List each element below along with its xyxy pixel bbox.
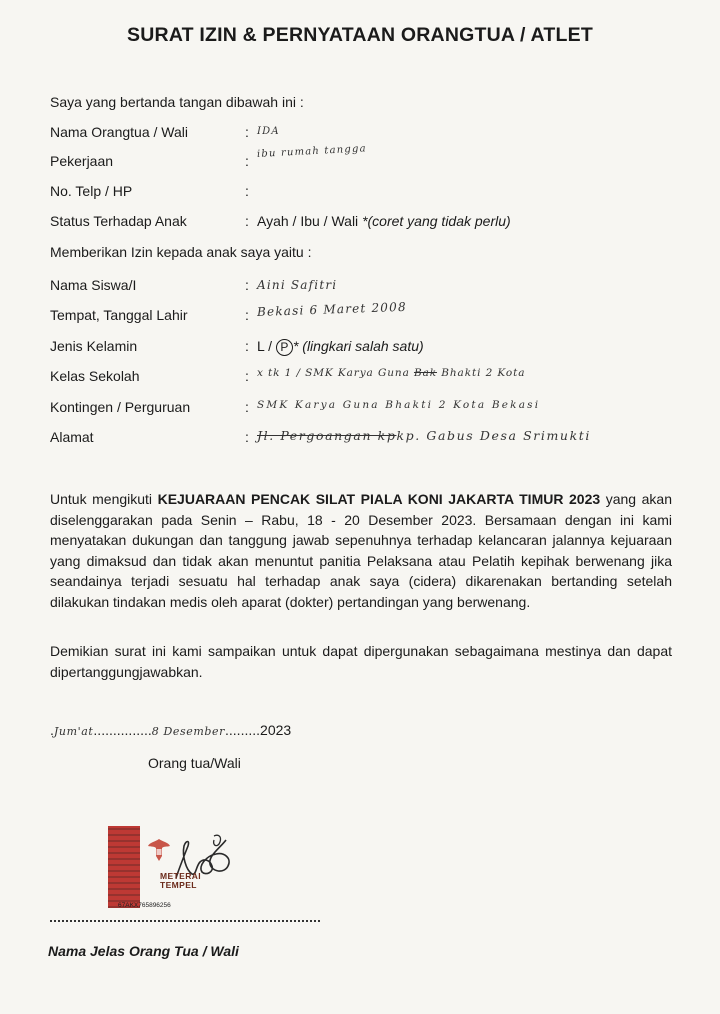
field-address <box>50 429 690 451</box>
signature-label: Orang tua/Wali <box>148 755 241 771</box>
address-struck: Jl. Pergoangan kp <box>257 428 397 443</box>
intro-text: Saya yang bertanda tangan dibawah ini : <box>50 94 304 110</box>
field-colon: : <box>245 277 249 293</box>
field-value: IDA <box>257 126 280 137</box>
field-contingent <box>50 399 690 421</box>
field-value <box>257 428 591 443</box>
field-label: Kontingen / Perguruan <box>50 399 191 415</box>
field-parent-name <box>50 124 690 146</box>
stamp-title-line2: TEMPEL <box>160 880 197 890</box>
address-after: kp. Gabus Desa Srimukti <box>396 428 591 443</box>
revenue-stamp <box>104 822 244 914</box>
permission-intro: Memberikan Izin kepada anak saya yaitu : <box>50 244 312 260</box>
field-student-name <box>50 277 690 299</box>
field-label: No. Telp / HP <box>50 183 133 199</box>
field-label: Nama Siswa/I <box>50 277 137 293</box>
field-colon: : <box>245 399 249 415</box>
field-value: SMK Karya Guna Bhakti 2 Kota Bekasi <box>257 399 541 411</box>
para-before: Untuk mengikuti <box>50 491 158 507</box>
statement-paragraph <box>50 489 672 613</box>
field-label: Status Terhadap Anak <box>50 213 187 229</box>
gender-note: * (lingkari salah satu) <box>292 338 424 354</box>
field-colon: : <box>245 307 249 323</box>
date-place: Jum'at <box>53 725 94 738</box>
stamp-strip <box>108 826 140 908</box>
field-occupation <box>50 143 690 175</box>
gender-left: L / <box>257 338 276 354</box>
stamp-title <box>160 872 201 890</box>
field-gender <box>50 338 690 360</box>
field-birth <box>50 299 690 329</box>
field-class <box>50 368 690 390</box>
field-value: Bekasi 6 Maret 2008 <box>256 299 408 319</box>
date-line: .Jum'at...............8 Desember.........2023 <box>50 722 292 738</box>
field-colon: : <box>245 213 249 229</box>
name-dotted-line <box>50 918 320 922</box>
date-day: 8 Desember <box>151 725 226 738</box>
class-struck: Bak <box>413 367 438 379</box>
field-label: Pekerjaan <box>50 153 114 169</box>
field-colon: : <box>245 429 249 445</box>
field-phone <box>50 183 690 205</box>
field-colon: : <box>245 338 249 354</box>
stamp-serial: 67AKX765896256 <box>118 902 171 909</box>
field-value: ibu rumah tangga <box>256 143 368 160</box>
field-value <box>257 367 525 379</box>
date-year: 2023 <box>260 722 292 738</box>
field-label: Tempat, Tanggal Lahir <box>50 307 188 323</box>
field-label: Kelas Sekolah <box>50 368 140 384</box>
stamp-title-line1: METERAI <box>160 871 202 881</box>
event-name: KEJUARAAN PENCAK SILAT PIALA KONI JAKARTA TIMUR 2023 <box>157 491 601 507</box>
status-note: *(coret yang tidak perlu) <box>362 213 511 229</box>
gender-circled: P <box>276 339 293 356</box>
field-colon: : <box>245 124 249 140</box>
field-status <box>50 213 690 235</box>
field-value <box>257 213 511 229</box>
field-colon: : <box>245 368 249 384</box>
field-label: Jenis Kelamin <box>50 338 138 354</box>
para-after: yang akan diselenggarakan pada Senin – Rabu, 18 - 20 Desember 2023. Bersamaan dengan ini kami menyatakan dukungan dan tanggung jawab sepenuhnya terhadap kelancaran jalannya kejuaraan yang dimaksud dan tidak akan menuntut panitia Pelaksana atau Pelatih kepihak berwenang jika seandainya terjadi sesuatu hal terhadap anak saya (cidera) dikarenakan bertanding setelah dilakukan tindakan medis oleh aparat (dokter) pertandingan yang berwenang. <box>50 491 672 610</box>
closing-paragraph: Demikian surat ini kami sampaikan untuk dapat dipergunakan sebagaimana mestinya dan dapat dipertanggungjawabkan. <box>50 643 672 680</box>
class-after: Bhakti 2 Kota <box>441 367 526 379</box>
field-colon: : <box>245 153 249 169</box>
field-label: Nama Orangtua / Wali <box>50 124 188 140</box>
field-colon: : <box>245 183 249 199</box>
document-title: SURAT IZIN & PERNYATAAN ORANGTUA / ATLET <box>127 24 593 46</box>
name-label: Nama Jelas Orang Tua / Wali <box>48 943 239 959</box>
field-value: Aini Safitri <box>257 278 338 292</box>
class-text: x tk 1 / SMK Karya Guna <box>257 367 414 379</box>
status-options: Ayah / Ibu / Wali <box>257 213 363 229</box>
field-label: Alamat <box>50 429 94 445</box>
field-value <box>257 338 424 356</box>
